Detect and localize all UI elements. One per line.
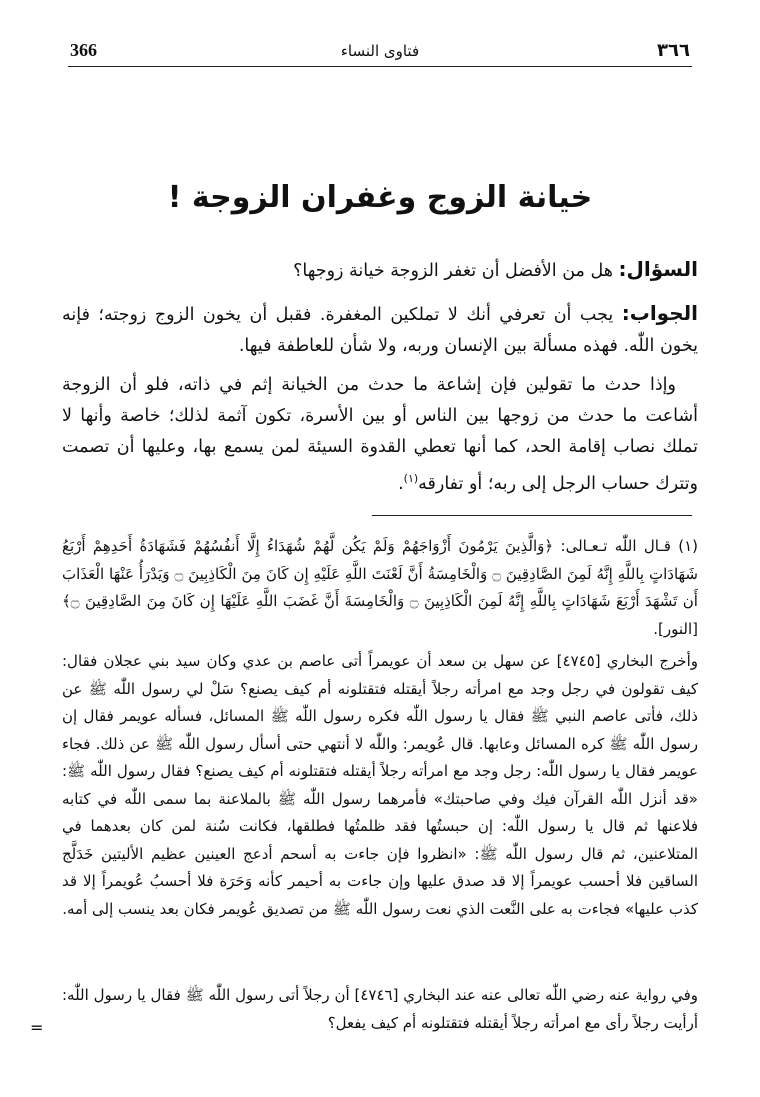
question-paragraph (62, 254, 698, 287)
quran-source: [النور]. (653, 619, 698, 638)
footnote-1 (62, 533, 698, 643)
page-number-latin: 366 (70, 40, 97, 60)
answer-text-1: يجب أن تعرفي أنك لا تملكين المغفرة. فقبل أن يخون الزوج زوجته؛ فإنه يخون اللّٰه. فهذه مسألة بين الإنسان وربه، ولا شأن للعاطفة فيها. (62, 305, 698, 356)
header-divider (68, 66, 692, 67)
page-number-arabic: ٣٦٦ (657, 40, 690, 61)
book-title: فتاوى النساء (340, 42, 420, 60)
continuation-mark: = (30, 1018, 44, 1037)
article-title: خيانة الزوج وغفران الزوجة ! (167, 180, 593, 215)
question-label: السؤال: (618, 257, 698, 281)
answer-label: الجواب: (621, 301, 698, 325)
footnote-1-number: (١) (678, 537, 698, 555)
answer-text-2: وإذا حدث ما تقولين فإن إشاعة ما حدث من الخيانة إثم في ذاته، فلو أن الزوجة أشاعت ما حدث من زوجها بين الناس أو بين الأسرة، تكون آثمة لذلك؛ خاصة وأنها لا تملك نصاب إقامة الحد، كما أنها تعطي القدوة السيئة لمن يسمع بها، وعليها أن تصمت وتترك حساب الرجل إلى ربه؛ أو تفارقه (62, 375, 698, 494)
quran-verses: ﴿وَالَّذِينَ يَرْمُونَ أَزْوَاجَهُمْ وَلَمْ يَكُن لَّهُمْ شُهَدَاءُ إِلَّا أَنفُسُهُمْ فَشَهَادَةُ أَحَدِهِمْ أَرْبَعُ شَهَادَاتٍ بِاللَّهِ إِنَّهُ لَمِنَ الصَّادِقِينَ ۝ وَالْخَامِسَةُ أَنَّ لَعْنَتَ اللَّهِ عَلَيْهِ إِن كَانَ مِنَ الْكَاذِبِينَ ۝ وَيَدْرَأُ عَنْهَا الْعَذَابَ أَن تَشْهَدَ أَرْبَعَ شَهَادَاتٍ بِاللَّهِ إِنَّهُ لَمِنَ الْكَاذِبِينَ ۝ وَالْخَامِسَةَ أَنَّ غَضَبَ اللَّهِ عَلَيْهَا إِن كَانَ مِنَ الصَّادِقِينَ ۝﴾ (62, 537, 698, 610)
footnote-1-intro: قـال اللّٰه تـعـالى: (553, 537, 679, 555)
footnote-hadith-1: وأخرج البخاري [٤٧٤٥] عن سهل بن سعد أن عويمراً أتى عاصم بن عدي وكان سيد بني عجلان فقال: كيف تقولون في رجل وجد مع امرأته رجلاً أيقتله فتقتلونه أم كيف يصنع؟ سَلْ لي رسول اللّٰه ﷺ عن ذلك، فأتى عاصم النبي ﷺ فقال يا رسول اللّٰه فكره رسول اللّٰه ﷺ المسائل، فسأله عويمر فقال إن رسول اللّٰه ﷺ كره المسائل وعابها. قال عُويمر: واللّٰه لا أنتهي حتى أسأل رسول اللّٰه ﷺ عن ذلك. فجاء عويمر فقال يا رسول اللّٰه: رجل وجد مع امرأته رجلاً أيقتله فتقتلونه أم كيف يصنع؟ فقال رسول اللّٰه ﷺ: «قد أنزل اللّٰه القرآن فيك وفي صاحبتك» فأمرهما رسول اللّٰه ﷺ بالملاعنة بما سمى اللّٰه في كتابه فلاعنها ثم قال يا رسول اللّٰه: إن حبستُها فقد ظلمتُها فطلقها، فكانت سُنة لمن كان بعدهما في المتلاعنين، ثم قال رسول اللّٰه ﷺ: «انظروا فإن جاءت به أسحم أدعج العينين عظيم الأليتين خَدَلَّج الساقين فلا أحسب عويمراً إلا قد صدق عليها وإن جاءت به أحيمر كأنه وَحَرَة فلا أحسبُ عُويمراً إلا قد كذب عليها» فجاءت به على النَّعت الذي نعت رسول اللّٰه ﷺ من تصديق عُويمر فكان بعد ينسب إلى أمه. (62, 652, 698, 918)
footnote-reference[interactable]: (١) (403, 472, 419, 485)
answer-text-2-end: . (398, 473, 404, 494)
answer-paragraph-1 (62, 298, 698, 362)
footnote-hadith-2: وفي رواية عنه رضي اللّٰه تعالى عنه عند البخاري [٤٧٤٦] أن رجلاً أتى رسول اللّٰه ﷺ فقال يا رسول اللّٰه: أرأيت رجلاً رأى مع امرأته رجلاً أيقتله فتقتلونه أم كيف يفعل؟ (62, 986, 698, 1032)
footnote-divider (372, 515, 692, 516)
question-text: هل من الأفضل أن تغفر الزوجة خيانة زوجها؟ (293, 261, 619, 281)
answer-paragraph-2 (62, 370, 698, 500)
